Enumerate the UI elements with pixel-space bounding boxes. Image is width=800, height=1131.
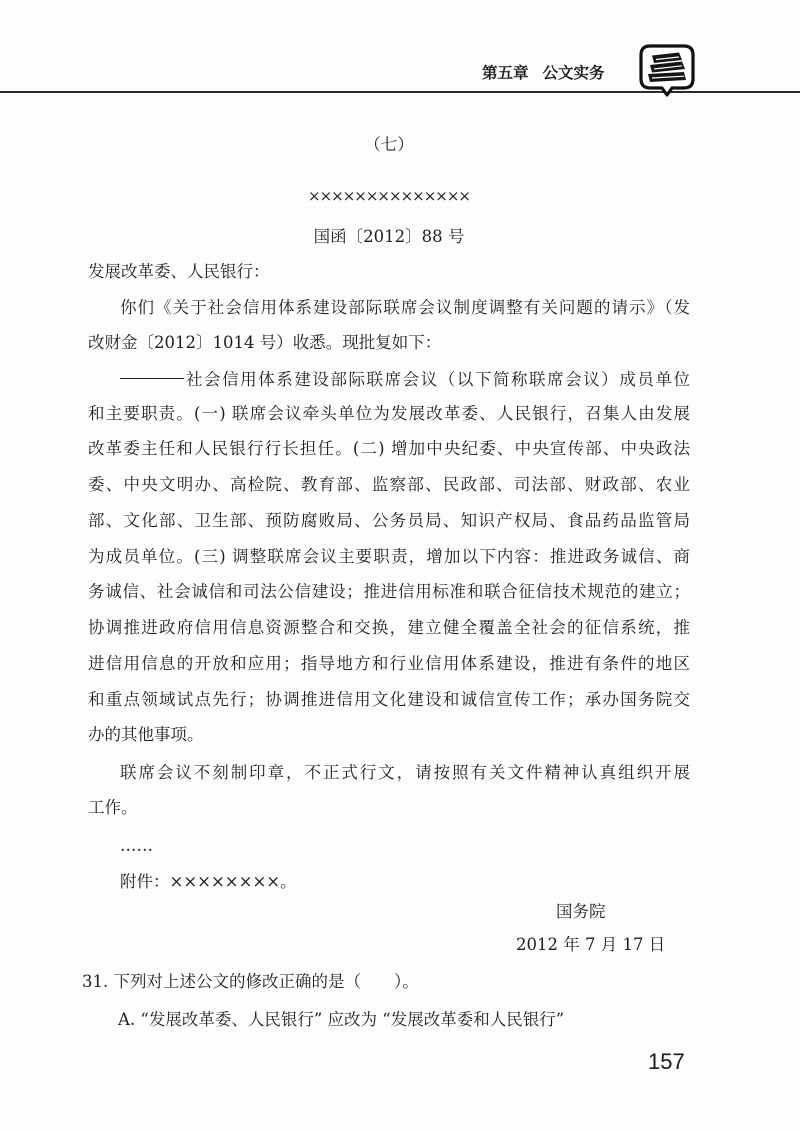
paragraph-1-line: 改财金〔2012〕1014 号）收悉。现批复如下： [88,333,442,352]
document-title: ×××××××××××××× [308,187,470,205]
paragraph-3-line: 联席会议不刻制印章，不正式行文，请按照有关文件精神认真组织开展 [120,763,690,782]
chapter-label: 第五章 [482,64,529,82]
paragraph-3-line: 工作。 [88,798,138,817]
paragraph-2-line: 和主要职责。(一) 联席会议牵头单位为发展改革委、人民银行，召集人由发展 [88,404,690,423]
paragraph-2-line: 和重点领域试点先行；协调推进信用文化建设和诚信宣传工作；承办国务院交 [88,690,690,709]
paragraph-2-first-line [120,362,690,398]
section-title: 公文实务 [542,64,605,82]
page-number: 157 [648,1049,685,1074]
fill-in-blank [120,362,184,379]
paragraph-2-line: 改革委主任和人民银行行长担任。(二) 增加中央纪委、中央宣传部、中央政法 [88,439,690,458]
running-header [482,61,605,85]
issue-date: 2012 年 7 月 17 日 [516,935,666,954]
question-stem: 31. 下列对上述公文的修改正确的是（ ）。 [82,972,419,991]
document-sequence: （七） [364,135,414,154]
paragraph-2-line: 办的其他事项。 [88,725,204,744]
document-number: 国函〔2012〕88 号 [313,227,465,246]
paragraph-1-line: 你们《关于社会信用体系建设部际联席会议制度调整有关问题的请示》（发 [120,298,690,317]
paragraph-2-line: 协调推进政府信用信息资源整合和交换，建立健全覆盖全社会的征信系统，推 [88,618,690,637]
omission-ellipsis: …… [120,836,153,855]
option-a: A. “发展改革委、人民银行” 应改为 “发展改革委和人民银行” [118,1010,565,1029]
issuing-authority: 国务院 [556,902,606,921]
paragraph-2-line: 委、中央文明办、高检院、教育部、监察部、民政部、司法部、财政部、农业 [88,475,690,494]
paragraph-2-line: 部、文化部、卫生部、预防腐败局、公务员局、知识产权局、食品药品监管局 [88,511,690,530]
paragraph-2-line: 为成员单位。(三) 调整联席会议主要职责，增加以下内容：推进政务诚信、商 [88,547,690,566]
paragraph-2-line: 社会信用体系建设部际联席会议（以下简称联席会议）成员单位 [186,370,690,389]
book-stack-icon [638,43,696,97]
attachment-line: 附件：××××××××。 [120,872,297,891]
paragraph-2-line: 务诚信、社会诚信和司法公信建设；推进信用标准和联合征信技术规范的建立； [88,582,690,601]
addressee: 发展改革委、人民银行： [88,262,270,281]
paragraph-2-line: 进信用信息的开放和应用；指导地方和行业信用体系建设，推进有条件的地区 [88,654,690,673]
